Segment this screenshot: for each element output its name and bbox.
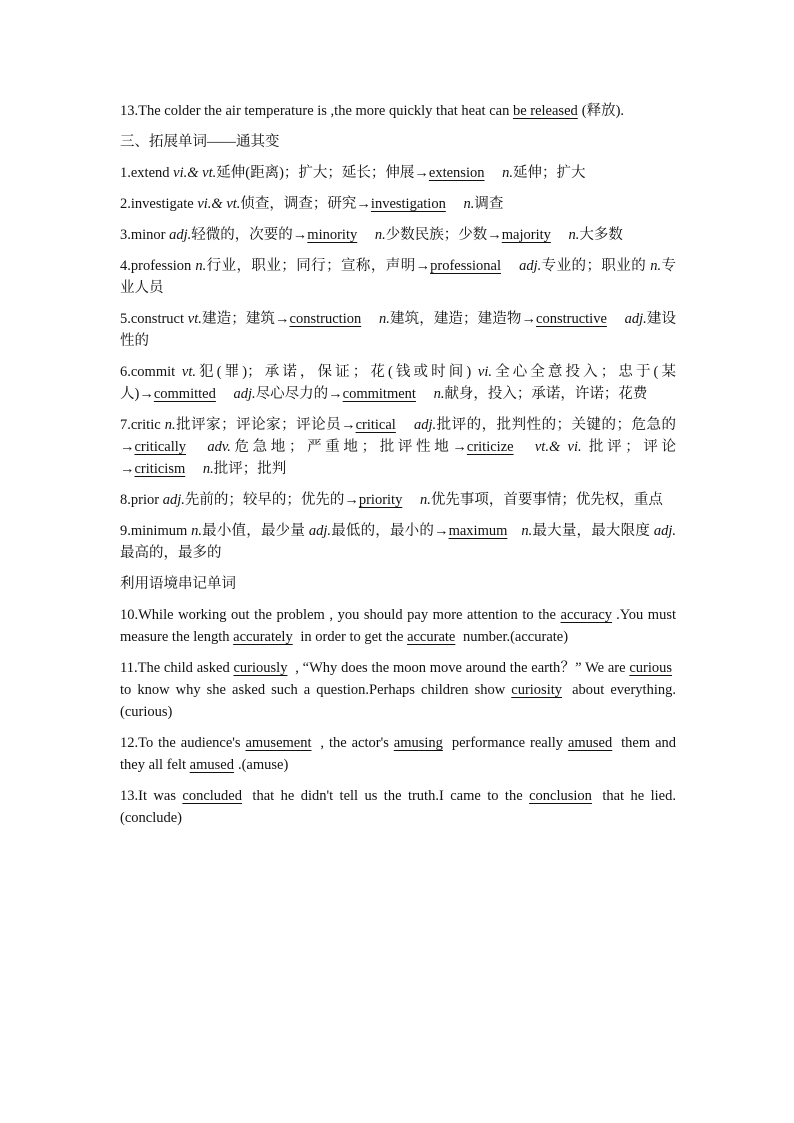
- answer-blank: committed: [153, 386, 216, 402]
- entry-construct: 5.construct vt.建造；建筑→construction n.建筑，建造；建造物→constructive adj.建设性的: [120, 311, 677, 349]
- entry-minimum: 9.minimum n.最小值，最少量 adj.最低的，最小的→maximum n.最大量，最大限度 adj.最高的，最多的: [120, 523, 676, 561]
- answer-blank: constructive: [536, 311, 607, 327]
- answer-blank: conclusion: [529, 788, 592, 804]
- answer-blank: amused: [567, 735, 613, 751]
- answer-blank: construction: [289, 311, 362, 327]
- answer-blank: professional: [430, 258, 502, 274]
- answer-blank: accuracy: [560, 607, 613, 623]
- sentence-12-amuse: 12.To the audience's amusement , the actor's amusing performance really amused them and they all felt amused .(amuse): [120, 735, 676, 773]
- answer-blank: minority: [307, 227, 358, 243]
- entry-minor: 3.minor adj.轻微的，次要的→minority n.少数民族；少数→majority n.大多数: [120, 227, 623, 243]
- answer-blank: curiously: [233, 660, 288, 676]
- entry-investigate: 2.investigate vi.& vt.侦查，调查；研究→investigation n.调查: [120, 196, 504, 212]
- answer-blank: critical: [355, 417, 396, 433]
- entry-critic: 7.critic n.批评家；评论家；评论员→critical adj.批评的，批判性的；关键的；危急的→critically adv.危急地；严重地；批评性地→criticize vt.& vi. 批评；评论→criticism n.批评；批判: [120, 417, 677, 477]
- entry-profession: 4.profession n.行业，职业；同行；宣称，声明→professional adj.专业的；职业的 n.专业人员: [120, 258, 677, 296]
- answer-blank: be released: [512, 103, 578, 119]
- answer-blank: priority: [358, 492, 403, 508]
- answer-blank: curiosity: [511, 682, 563, 698]
- answer-blank: majority: [501, 227, 551, 243]
- answer-blank: investigation: [370, 196, 446, 212]
- answer-blank: criticism: [134, 461, 186, 477]
- answer-blank: maximum: [448, 523, 508, 539]
- answer-blank: amusement: [245, 735, 312, 751]
- answer-blank: criticize: [466, 439, 514, 455]
- answer-blank: accurate: [407, 629, 456, 645]
- sentence-13-release: 13.The colder the air temperature is ,the more quickly that heat can be released (释放).: [120, 103, 625, 119]
- answer-blank: accurately: [233, 629, 293, 645]
- section-heading: 三、拓展单词——通其变: [120, 134, 280, 150]
- context-heading: 利用语境串记单词: [120, 576, 236, 592]
- entry-extend: 1.extend vi.& vt.延伸(距离)；扩大；延长；伸展→extension n.延伸；扩大: [120, 165, 586, 181]
- sentence-13-conclude: 13.It was concluded that he didn't tell us the truth.I came to the conclusion that he lied.(conclude): [120, 788, 676, 826]
- sentence-10-accurate: 10.While working out the problem , you should pay more attention to the accuracy .You must measure the length accurately in order to get the accurate number.(accurate): [120, 607, 676, 645]
- answer-blank: amused: [189, 757, 234, 773]
- answer-blank: critically: [134, 439, 187, 455]
- answer-blank: curious: [629, 660, 672, 676]
- document-page: [120, 100, 676, 838]
- entry-commit: 6.commit vt.犯(罪)；承诺，保证；花(钱或时间) vi.全心全意投入；忠于(某人)→committed adj.尽心尽力的→commitment n.献身，投入；承诺，许诺；花费: [120, 364, 676, 402]
- sentence-11-curious: 11.The child asked curiously , “Why does the moon move around the earth？” We are curious to know why she asked such a question.Perhaps children show curiosity about everything.(curious): [120, 660, 676, 720]
- answer-blank: amusing: [393, 735, 443, 751]
- answer-blank: commitment: [342, 386, 416, 402]
- entry-prior: 8.prior adj.先前的；较早的；优先的→priority n.优先事项，首要事情；优先权，重点: [120, 492, 663, 508]
- answer-blank: concluded: [182, 788, 242, 804]
- answer-blank: extension: [428, 165, 485, 181]
